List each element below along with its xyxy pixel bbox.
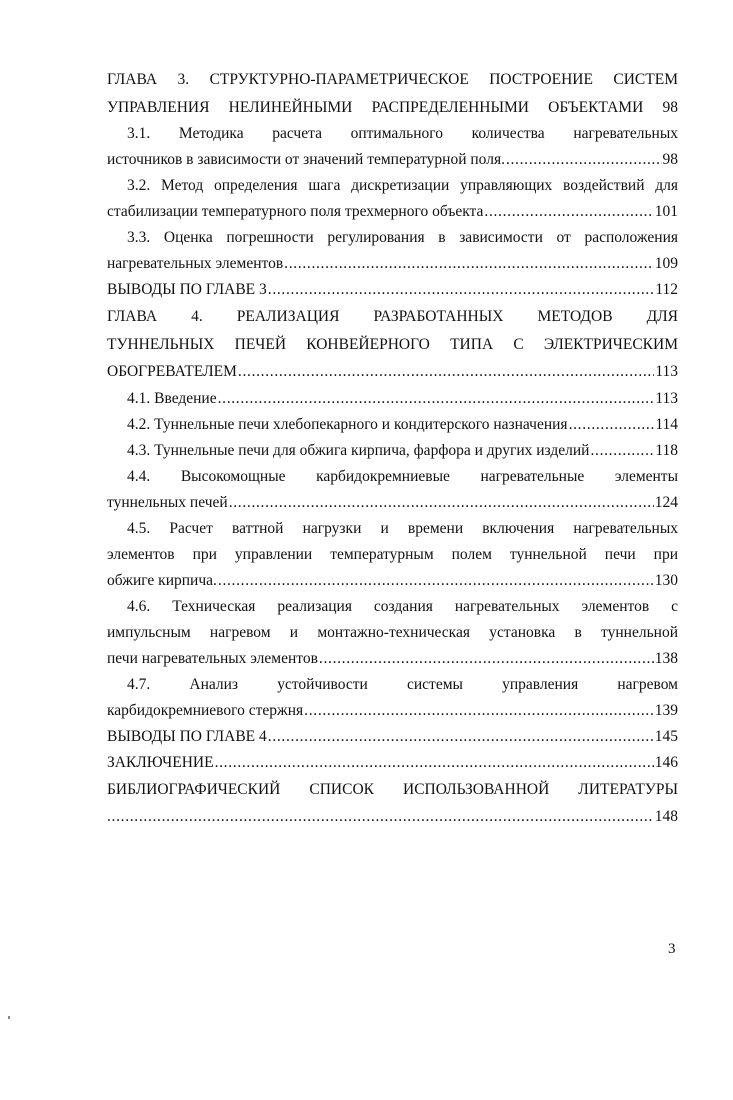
toc-item-3-2-line-2[interactable] [107,199,678,225]
leader-dots [506,147,662,173]
toc-item-3-2-line-1: 3.2. Метод определения шага дискретизации управляющих воздействий для [127,177,678,194]
toc-item-4-1-page: 113 [655,389,678,407]
leader-dots [304,698,654,724]
toc-item-4-2-text: 4.2. Туннельные печи хлебопекарного и кондитерского назначения [127,415,568,433]
toc-chapter-4-page: 113 [655,363,678,380]
toc-item-4-6-page: 138 [654,649,678,667]
toc-item-3-3-text: нагревательных элементов [107,255,284,272]
leader-dots [215,750,654,776]
toc-chapter-3-title-line-2[interactable] [107,94,678,122]
toc-item-3-1-text: источников в зависимости от значений температурной поля. [107,151,505,168]
toc-final-conclusion-page: 146 [654,753,678,771]
leader-dots [484,199,653,225]
leader-dots [218,386,655,412]
toc-conclusions-4-text: ВЫВОДЫ ПО ГЛАВЕ 4 [107,727,267,745]
leader-dots [238,358,654,386]
leader-dots [107,803,654,831]
toc-chapter-3-page: 98 [662,98,679,116]
leader-dots [319,646,654,672]
toc-item-4-1-text: 4.1. Введение [127,389,217,407]
toc-item-4-5-line-2: элементов при управлении температурным полем туннельной печи при [107,545,678,563]
toc-chapter-4-title-line-2: ТУННЕЛЬНЫХ ПЕЧЕЙ КОНВЕЙЕРНОГО ТИПА С ЭЛЕКТРИЧЕСКИМ [107,335,678,353]
toc-chapter-4-text: ОБОГРЕВАТЕЛЕМ [107,363,237,380]
toc-bibliography-title: БИБЛИОГРАФИЧЕСКИЙ СПИСОК ИСПОЛЬЗОВАННОЙ ЛИТЕРАТУРЫ [107,780,678,798]
toc-item-4-4-text: туннельных печей [107,493,228,511]
toc-item-3-3-page: 109 [654,255,678,272]
toc-item-4-4-line-2[interactable] [107,490,678,516]
toc-final-conclusion-text: ЗАКЛЮЧЕНИЕ [107,753,214,771]
leader-dots [218,568,654,594]
leader-dots [268,724,654,750]
toc-bibliography-line-2[interactable] [107,803,678,831]
toc-item-4-5-line-3[interactable] [107,568,678,594]
toc-item-4-7-page: 139 [654,701,678,719]
toc-item-4-4-line-1: 4.4. Высокомощные карбидокремниевые нагревательные элементы [127,467,678,485]
toc-item-4-3-text: 4.3. Туннельные печи для обжига кирпича, фарфора и других изделий [127,441,590,459]
toc-item-3-1-page: 98 [662,151,678,168]
toc-item-4-6-line-3[interactable] [107,646,678,672]
toc-item-4-3[interactable] [107,438,678,464]
toc-item-3-2-text: стабилизации температурного поля трехмерного объекта [107,203,484,220]
toc-item-4-2-page: 114 [655,415,678,433]
toc-item-3-3-line-1: 3.3. Оценка погрешности регулирования в зависимости от расположения [127,229,678,246]
toc-item-4-7-line-2[interactable] [107,698,678,724]
toc-conclusions-chapter-3[interactable] [107,277,678,303]
toc-item-4-5-text: обжиге кирпича. [107,571,217,589]
leader-dots [569,412,655,438]
toc-item-4-4-page: 124 [654,493,678,511]
leader-dots [268,277,655,303]
scan-speck [8,1016,10,1019]
leader-dots [284,251,654,277]
toc-item-4-6-line-2: импульсным нагревом и монтажно-техническая установка в туннельной [107,623,678,641]
toc-chapter-3-title-text: УПРАВЛЕНИЯ НЕЛИНЕЙНЫМИ РАСПРЕДЕЛЕННЫМИ ОБЪЕКТАМИ [107,98,644,116]
toc-conclusions-4-page: 145 [654,727,678,745]
toc-conclusions-3-text: ВЫВОДЫ ПО ГЛАВЕ 3 [107,281,267,298]
toc-item-4-7-text: карбидокремниевого стержня [107,701,304,719]
toc-conclusions-3-page: 112 [655,281,678,298]
leader-dots [590,438,654,464]
toc-conclusions-chapter-4[interactable] [107,724,678,750]
toc-chapter-4-title-line-3[interactable] [107,358,678,386]
toc-item-4-5-line-1: 4.5. Расчет ваттной нагрузки и времени включения нагревательных [127,519,678,537]
toc-item-4-6-text: печи нагревательных элементов [107,649,318,667]
toc-item-4-3-page: 118 [655,441,678,459]
toc-item-4-1[interactable] [107,386,678,412]
toc-item-3-1-line-1: 3.1. Методика расчета оптимального количества нагревательных [127,125,678,142]
toc-final-conclusion[interactable] [107,750,678,776]
page-number: 3 [668,941,676,957]
toc-item-4-7-line-1: 4.7. Анализ устойчивости системы управления нагревом [127,675,678,693]
toc-bibliography-page: 148 [654,808,678,825]
leader-dots [229,490,654,516]
toc-chapter-4-title-line-1: ГЛАВА 4. РЕАЛИЗАЦИЯ РАЗРАБОТАННЫХ МЕТОДОВ ДЛЯ [107,308,678,325]
toc-chapter-3-title-line-1: ГЛАВА 3. СТРУКТУРНО-ПАРАМЕТРИЧЕСКОЕ ПОСТРОЕНИЕ СИСТЕМ [107,71,678,88]
table-of-contents [107,66,678,831]
toc-item-3-1-line-2[interactable] [107,147,678,173]
toc-item-3-2-page: 101 [654,203,678,220]
toc-item-4-6-line-1: 4.6. Техническая реализация создания нагревательных элементов с [127,597,678,615]
toc-item-3-3-line-2[interactable] [107,251,678,277]
toc-item-4-5-page: 130 [654,571,678,589]
toc-item-4-2[interactable] [107,412,678,438]
